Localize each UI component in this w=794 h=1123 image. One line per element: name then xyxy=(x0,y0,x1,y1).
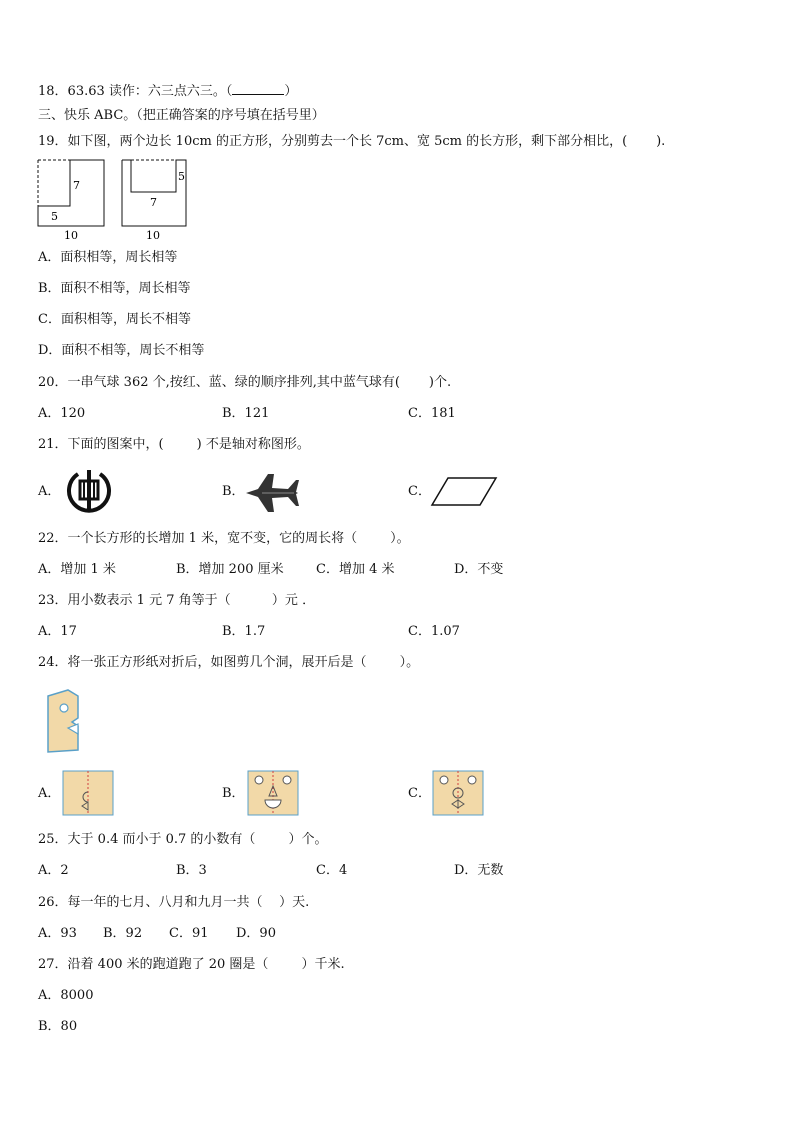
question-18 xyxy=(38,82,297,100)
q19-fig2-label-long: 7 xyxy=(150,196,157,209)
parallelogram-icon xyxy=(430,476,500,508)
bank-logo-icon xyxy=(62,468,116,514)
q18-text-end: ） xyxy=(284,84,298,99)
q25-option-c[interactable]: C．4 xyxy=(316,863,348,878)
q23-option-a[interactable]: A．17 xyxy=(38,624,77,639)
q21-option-a[interactable]: A． xyxy=(38,484,61,499)
q25-option-b[interactable]: B．3 xyxy=(176,863,207,878)
q25-option-a[interactable]: A．2 xyxy=(38,863,69,878)
question-24-stem: 24．将一张正方形纸对折后，如图剪几个洞，展开后是（ ）。 xyxy=(38,655,420,670)
q19-fig2-label-side: 10 xyxy=(146,229,160,242)
q24-option-c[interactable]: C． xyxy=(408,786,431,801)
question-23-stem: 23．用小数表示 1 元 7 角等于（ ）元 ． xyxy=(38,593,316,608)
q26-option-a[interactable]: A．93 xyxy=(38,926,77,941)
question-27-stem: 27．沿着 400 米的跑道跑了 20 圈是（ ）千米. xyxy=(38,957,345,972)
q18-text: 18．63.63 读作：六三点六三。（ xyxy=(38,84,233,99)
q24-option-a[interactable]: A． xyxy=(38,786,61,801)
q26-option-d[interactable]: D．90 xyxy=(236,926,276,941)
q20-option-a[interactable]: A．120 xyxy=(38,406,86,421)
q19-option-d[interactable]: D．面积不相等，周长不相等 xyxy=(38,343,205,358)
q27-option-a[interactable]: A．8000 xyxy=(38,988,94,1003)
q19-figure-1 xyxy=(38,160,104,242)
question-25-stem: 25．大于 0.4 而小于 0.7 的小数有（ ）个。 xyxy=(38,832,328,847)
q22-option-b[interactable]: B．增加 200 厘米 xyxy=(176,562,284,577)
question-21-stem: 21．下面的图案中，( ) 不是轴对称图形。 xyxy=(38,437,310,452)
q24-option-a-figure xyxy=(62,770,114,816)
q26-option-b[interactable]: B．92 xyxy=(103,926,143,941)
q21-option-c[interactable]: C． xyxy=(408,484,431,499)
q22-option-c[interactable]: C．增加 4 米 xyxy=(316,562,395,577)
q23-option-c[interactable]: C．1.07 xyxy=(408,624,460,639)
q21-option-b[interactable]: B． xyxy=(222,484,245,499)
q20-option-b[interactable]: B．121 xyxy=(222,406,270,421)
q22-option-a[interactable]: A．增加 1 米 xyxy=(38,562,116,577)
q24-option-c-figure xyxy=(432,770,484,816)
q25-option-d[interactable]: D．无数 xyxy=(454,863,504,878)
jet-plane-icon xyxy=(244,470,300,516)
question-19-stem: 19．如下图，两个边长 10cm 的正方形，分别剪去一个长 7cm、宽 5cm 的长方形，剩下部分相比，( ). xyxy=(38,134,666,149)
q20-option-c[interactable]: C．181 xyxy=(408,406,456,421)
question-20-stem: 20．一串气球 362 个,按红、蓝、绿的顺序排列,其中蓝气球有( )个. xyxy=(38,375,452,390)
q24-option-b[interactable]: B． xyxy=(222,786,245,801)
q19-fig1-label-short: 5 xyxy=(51,210,58,223)
q19-figures xyxy=(36,158,196,242)
answer-blank[interactable] xyxy=(232,82,284,95)
q19-option-a[interactable]: A．面积相等，周长相等 xyxy=(38,250,178,265)
q19-option-b[interactable]: B．面积不相等，周长相等 xyxy=(38,281,191,296)
q19-figure-2 xyxy=(122,160,186,242)
q27-option-b[interactable]: B．80 xyxy=(38,1019,78,1034)
q19-fig2-label-short: 5 xyxy=(178,170,185,183)
section-heading: 三、快乐 ABC。（把正确答案的序号填在括号里） xyxy=(38,108,325,123)
q23-option-b[interactable]: B．1.7 xyxy=(222,624,266,639)
q22-option-d[interactable]: D．不变 xyxy=(454,562,504,577)
q19-option-c[interactable]: C．面积相等，周长不相等 xyxy=(38,312,191,327)
q26-option-c[interactable]: C．91 xyxy=(169,926,209,941)
q24-option-b-figure xyxy=(247,770,299,816)
question-22-stem: 22．一个长方形的长增加 1 米，宽不变，它的周长将（ ）。 xyxy=(38,531,410,546)
q19-fig1-label-side: 10 xyxy=(64,229,78,242)
folded-paper-figure xyxy=(44,688,84,756)
question-26-stem: 26．每一年的七月、八月和九月一共（ ）天. xyxy=(38,895,310,910)
q19-fig1-label-long: 7 xyxy=(73,179,80,192)
